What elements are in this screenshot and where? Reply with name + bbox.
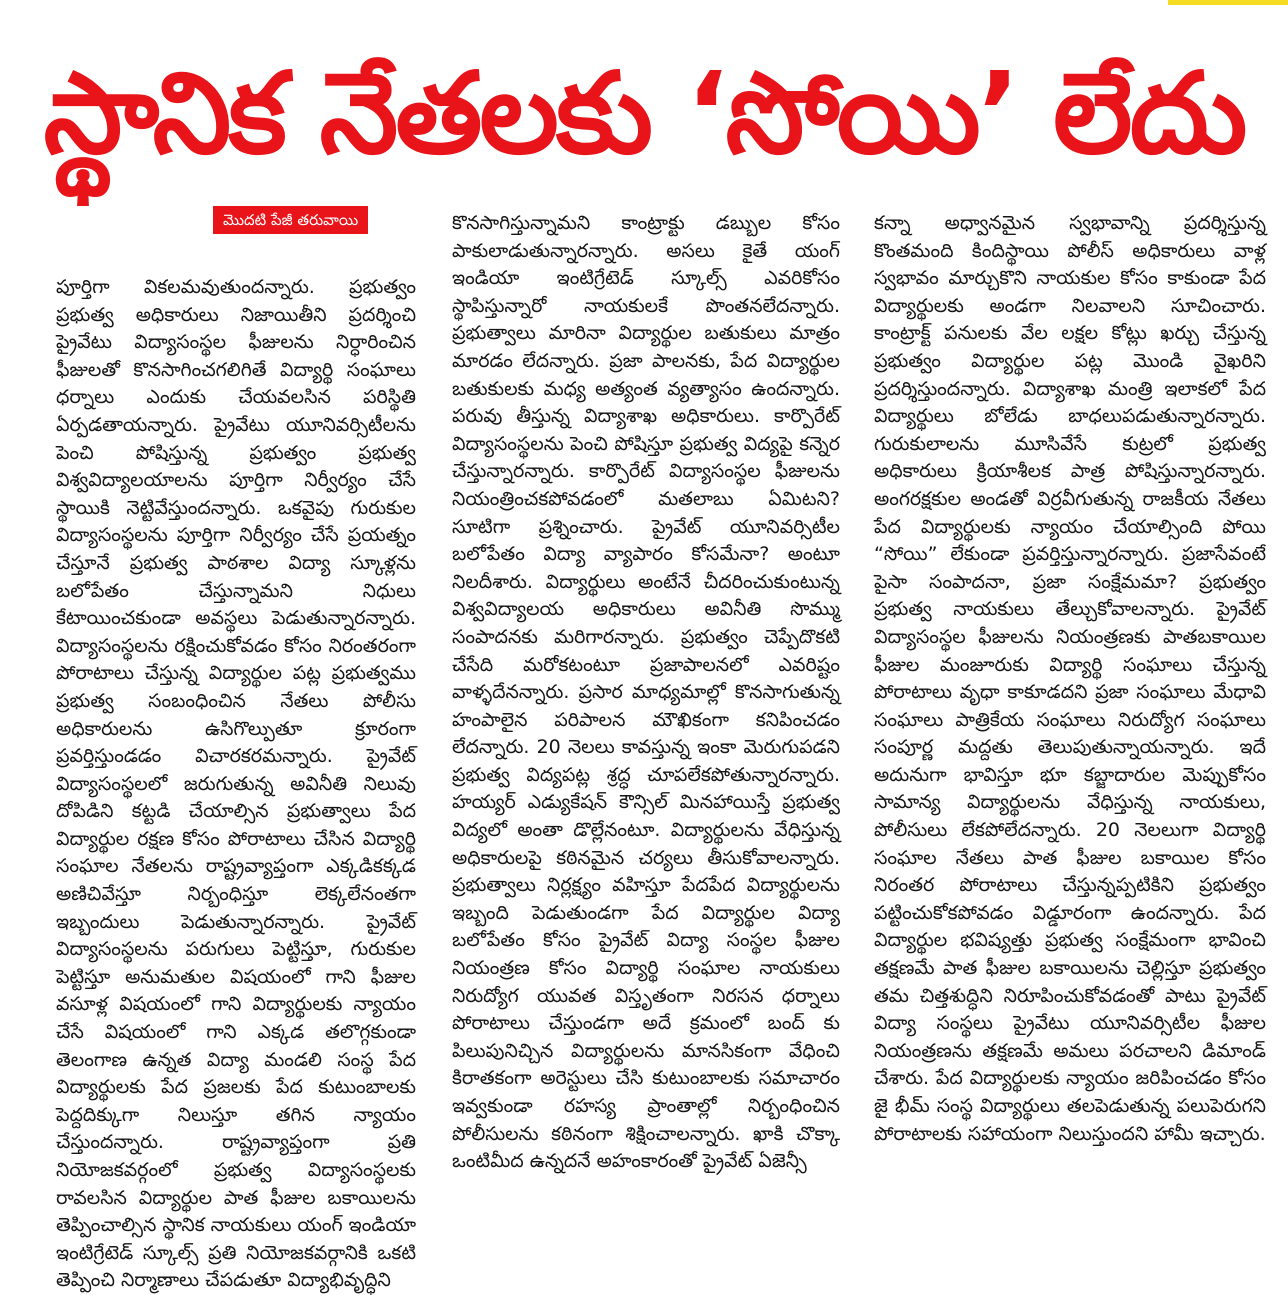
- continued-from-front-page-label: మొదటి పేజీ తరువాయి: [213, 206, 368, 234]
- article-column-2-text: కొనసాగిస్తున్నామని కాంట్రాక్టు డబ్బుల కోసం పాకులాడుతున్నారన్నారు. అసలు కైతే యంగ్ ఇండియా ఇంటిగ్రేటెడ్ స్కూల్స్ ఎవరికోసం స్థాపిస్తున్నారో నాయకులకే పొంతనలేదన్నారు. ప్రభుత్వాలు మారినా విద్యార్థుల బతుకులు మాత్రం మారడం లేదన్నారు. ప్రజా పాలనకు, పేద విద్యార్థుల బతుకులకు మధ్య అత్యంత వ్యత్యాసం ఉందన్నారు. పరువు తీస్తున్న విద్యాశాఖ అధికారులు. కార్పొరేట్ విద్యాసంస్థలను పెంచి పోషిస్తూ ప్రభుత్వ విద్యపై కన్నెర చేస్తున్నారన్నారు. కార్పొరేట్ విద్యాసంస్థల ఫీజులను నియంత్రించకపోవడంలో మతలాబు ఏమిటని? సూటిగా ప్రశ్నించారు. ప్రైవేట్ యూనివర్సిటీల బలోపేతం విద్యా వ్యాపారం కోసమేనా? అంటూ నిలదీశారు. విద్యార్థులు అంటేనే చీదరించుకుంటున్న విశ్వవిద్యాలయ అధికారులు అవినీతి సొమ్ము సంపాదనకు మరిగారన్నారు. ప్రభుత్వం చెప్పేదొకటి చేసేది మరోకటంటూ ప్రజాపాలనలో ఎవరిష్టం వాళ్ళదేనన్నారు. ప్రసార మాధ్యమాల్లో కొనసాగుతున్న హంపాలైన పరిపాలన మౌఖికంగా కనిపించడం లేదన్నారు. 20 నెలలు కావస్తున్న ఇంకా మెరుగుపడని ప్రభుత్వ విద్యపట్ల శ్రద్ధ చూపలేకపోతున్నారన్నారు. హయ్యర్ ఎడ్యుకేషన్ కౌన్సిల్ మినహాయిస్తే ప్రభుత్వ విద్యలో అంతా డొల్లేనంటూ. విద్యార్థులను వేధిస్తున్న అధికారులపై కఠినమైన చర్యలు తీసుకోవాలన్నారు. ప్రభుత్వాలు నిర్లక్ష్యం వహిస్తూ పేదపేద విద్యార్థులను ఇబ్బంది పెడుతుండగా పేద విద్యార్థుల విద్యా బలోపేతం కోసం ప్రైవేట్ విద్యా సంస్థల ఫీజుల నియంత్రణ కోసం విద్యార్థి సంఘాల నాయకులు నిరుద్యోగ యువత విస్తృతంగా నిరసన ధర్నాలు పోరాటాలు చేస్తుండగా అదే క్రమంలో బంద్ కు పిలుపునిచ్చిన విద్యార్థులను మానసికంగా వేధించి కిరాతకంగా అరెస్టులు చేసి కుటుంబాలకు సమాచారం ఇవ్వకుండా రహస్య ప్రాంతాల్లో నిర్బంధించిన పోలీసులను కఠినంగా శిక్షించాలన్నారు. ఖాకి చొక్కా ఒంటిమీద ఉన్నదనే అహంకారంతో ప్రైవేట్ ఏజెన్సీ: [452, 212, 840, 1173]
- article-column-2: [452, 210, 840, 1203]
- article-column-3: [874, 210, 1266, 1203]
- article-column-1-text: పూర్తిగా వికలమవుతుందన్నారు. ప్రభుత్వం ప్రభుత్వ అధికారులు నిజాయితీని ప్రదర్శించి ప్రైవేటు విద్యాసంస్థల ఫీజులను నిర్ధారించిన ఫీజులతో కొనసాగించగలిగితే విద్యార్థి సంఘాలు ధర్నాలు ఎందుకు చేయవలసిన పరిస్థితి ఏర్పడతాయన్నారు. ప్రైవేటు యూనివర్సిటీలను పెంచి పోషిస్తున్న ప్రభుత్వం ప్రభుత్వ విశ్వవిద్యాలయాలను పూర్తిగా నిర్వీర్యం చేసే స్థాయికి నెట్టివేస్తుందన్నారు. ఒకవైపు గురుకుల విద్యాసంస్థలను పూర్తిగా నిర్వీర్యం చేసే ప్రయత్నం చేస్తూనే ప్రభుత్వ పాఠశాల విద్యా స్కూళ్లను బలోపేతం చేస్తున్నామని నిధులు కేటాయించకుండా అవస్థలు పెడుతున్నారన్నారు. విద్యాసంస్థలను రక్షించుకోవడం కోసం నిరంతరంగా పోరాటాలు చేస్తున్న విద్యార్థుల పట్ల ప్రభుత్వము ప్రభుత్వ సంబంధించిన నేతలు పోలీసు అధికారులను ఉసిగొల్పుతూ క్రూరంగా ప్రవర్తిస్తుండడం విచారకరమన్నారు. ప్రైవేట్ విద్యాసంస్థలలో జరుగుతున్న అవినీతి నిలువు దోపిడిని కట్టడి చేయాల్సిన ప్రభుత్వాలు పేద విద్యార్థుల రక్షణ కోసం పోరాటాలు చేసిన విద్యార్థి సంఘాల నేతలను రాష్ట్రవ్యాప్తంగా ఎక్కడికక్కడ అణిచివేస్తూ నిర్బంధిస్తూ లెక్కలేనంతగా ఇబ్బందులు పెడుతున్నారన్నారు. ప్రైవేట్ విద్యాసంస్థలను పరుగులు పెట్టిస్తూ, గురుకుల పెట్టిస్తూ అనుమతుల విషయంలో గాని ఫీజుల వసూళ్ల విషయంలో గాని విద్యార్థులకు న్యాయం చేసే విషయంలో గాని ఎక్కడ తలొగ్గకుండా తెలంగాణ ఉన్నత విద్యా మండలి సంస్థ పేద విద్యార్థులకు పేద ప్రజలకు పేద కుటుంబాలకు పెద్దదిక్కుగా నిలుస్తూ తగిన న్యాయం చేస్తుందన్నారు. రాష్ట్రవ్యాప్తంగా ప్రతి నియోజకవర్గంలో ప్రభుత్వ విద్యాసంస్థలకు రావలసిన విద్యార్థుల పాత ఫీజుల బకాయిలను తెప్పించాల్సిన స్థానిక నాయకులు యంగ్ ఇండియా ఇంటిగ్రేటెడ్ స్కూల్స్ ప్రతి నియోజకవర్గానికి ఒకటి తెప్పించి నిర్మాణాలు చేపడుతూ విద్యాభివృద్ధిని: [56, 276, 416, 1292]
- top-color-mark: [1168, 0, 1288, 5]
- headline: స్థానిక నేతలకు ‘సోయి’ లేదు: [43, 49, 1245, 179]
- article-column-3-text: కన్నా అధ్వానమైన స్వభావాన్ని ప్రదర్శిస్తున్న కొంతమంది కిందిస్థాయి పోలీస్ అధికారులు వాళ్ల స్వభావం మార్చుకొని నాయకుల కోసం కాకుండా పేద విద్యార్థులకు అండగా నిలవాలని సూచించారు. కాంట్రాక్ట్ పనులకు వేల లక్షల కోట్లు ఖర్చు చేస్తున్న ప్రభుత్వం విద్యార్థుల పట్ల మొండి వైఖరిని ప్రదర్శిస్తుందన్నారు. విద్యాశాఖ మంత్రి ఇలాకలో పేద విద్యార్థులు బోలేడు బాధలుపడుతున్నారన్నారు. గురుకులాలను మూసివేసే కుట్రలో ప్రభుత్వ అధికారులు క్రియాశీలక పాత్ర పోషిస్తున్నారన్నారు. అంగరక్షకుల అండతో విర్రవీగుతున్న రాజకీయ నేతలు పేద విద్యార్థులకు న్యాయం చేయాల్సింది పోయి “సోయి” లేకుండా ప్రవర్తిస్తున్నారన్నారు. ప్రజాసేవంటే పైసా సంపాదనా, ప్రజా సంక్షేమమా? ప్రభుత్వం ప్రభుత్వ నాయకులు తేల్చుకోవాలన్నారు. ప్రైవేట్ విద్యాసంస్థల ఫీజులను నియంత్రణకు పాతబకాయిల ఫీజుల మంజూరుకు విద్యార్థి సంఘాలు చేస్తున్న పోరాటాలు వృధా కాకూడదని ప్రజా సంఘాలు మేధావి సంఘాలు పాత్రికేయ సంఘాలు నిరుద్యోగ సంఘాలు సంపూర్ణ మద్దతు తెలుపుతున్నాయన్నారు. ఇదే అదునుగా భావిస్తూ భూ కబ్జాదారుల మెప్పుకోసం సామాన్య విద్యార్థులను వేధిస్తున్న నాయకులు, పోలీసులు లేకపోలేదన్నారు. 20 నెలలుగా విద్యార్థి సంఘాల నేతలు పాత ఫీజుల బకాయిల కోసం నిరంతర పోరాటాలు చేస్తున్నప్పటికిని ప్రభుత్వం పట్టించుకోకపోవడం విడ్డూరంగా ఉందన్నారు. పేద విద్యార్థుల భవిష్యత్తు ప్రభుత్వ సంక్షేమంగా భావించి తక్షణమే పాత ఫీజుల బకాయిలను చెల్లిస్తూ ప్రభుత్వం తమ చిత్తశుద్ధిని నిరూపించుకోవడంతో పాటు ప్రైవేట్ విద్యా సంస్థలు ప్రైవేటు యూనివర్సిటీల ఫీజుల నియంత్రణను తక్షణమే అమలు పరచాలని డిమాండ్ చేశారు. పేద విద్యార్థులకు న్యాయం జరిపించడం కోసం జై భీమ్ సంస్థ విద్యార్థులు తలపెడుతున్న పలుపెరుగని పోరాటాలకు సహాయంగా నిలుస్తుందని హామీ ఇచ్చారు.: [874, 212, 1266, 1145]
- article-column-1: [56, 274, 416, 1292]
